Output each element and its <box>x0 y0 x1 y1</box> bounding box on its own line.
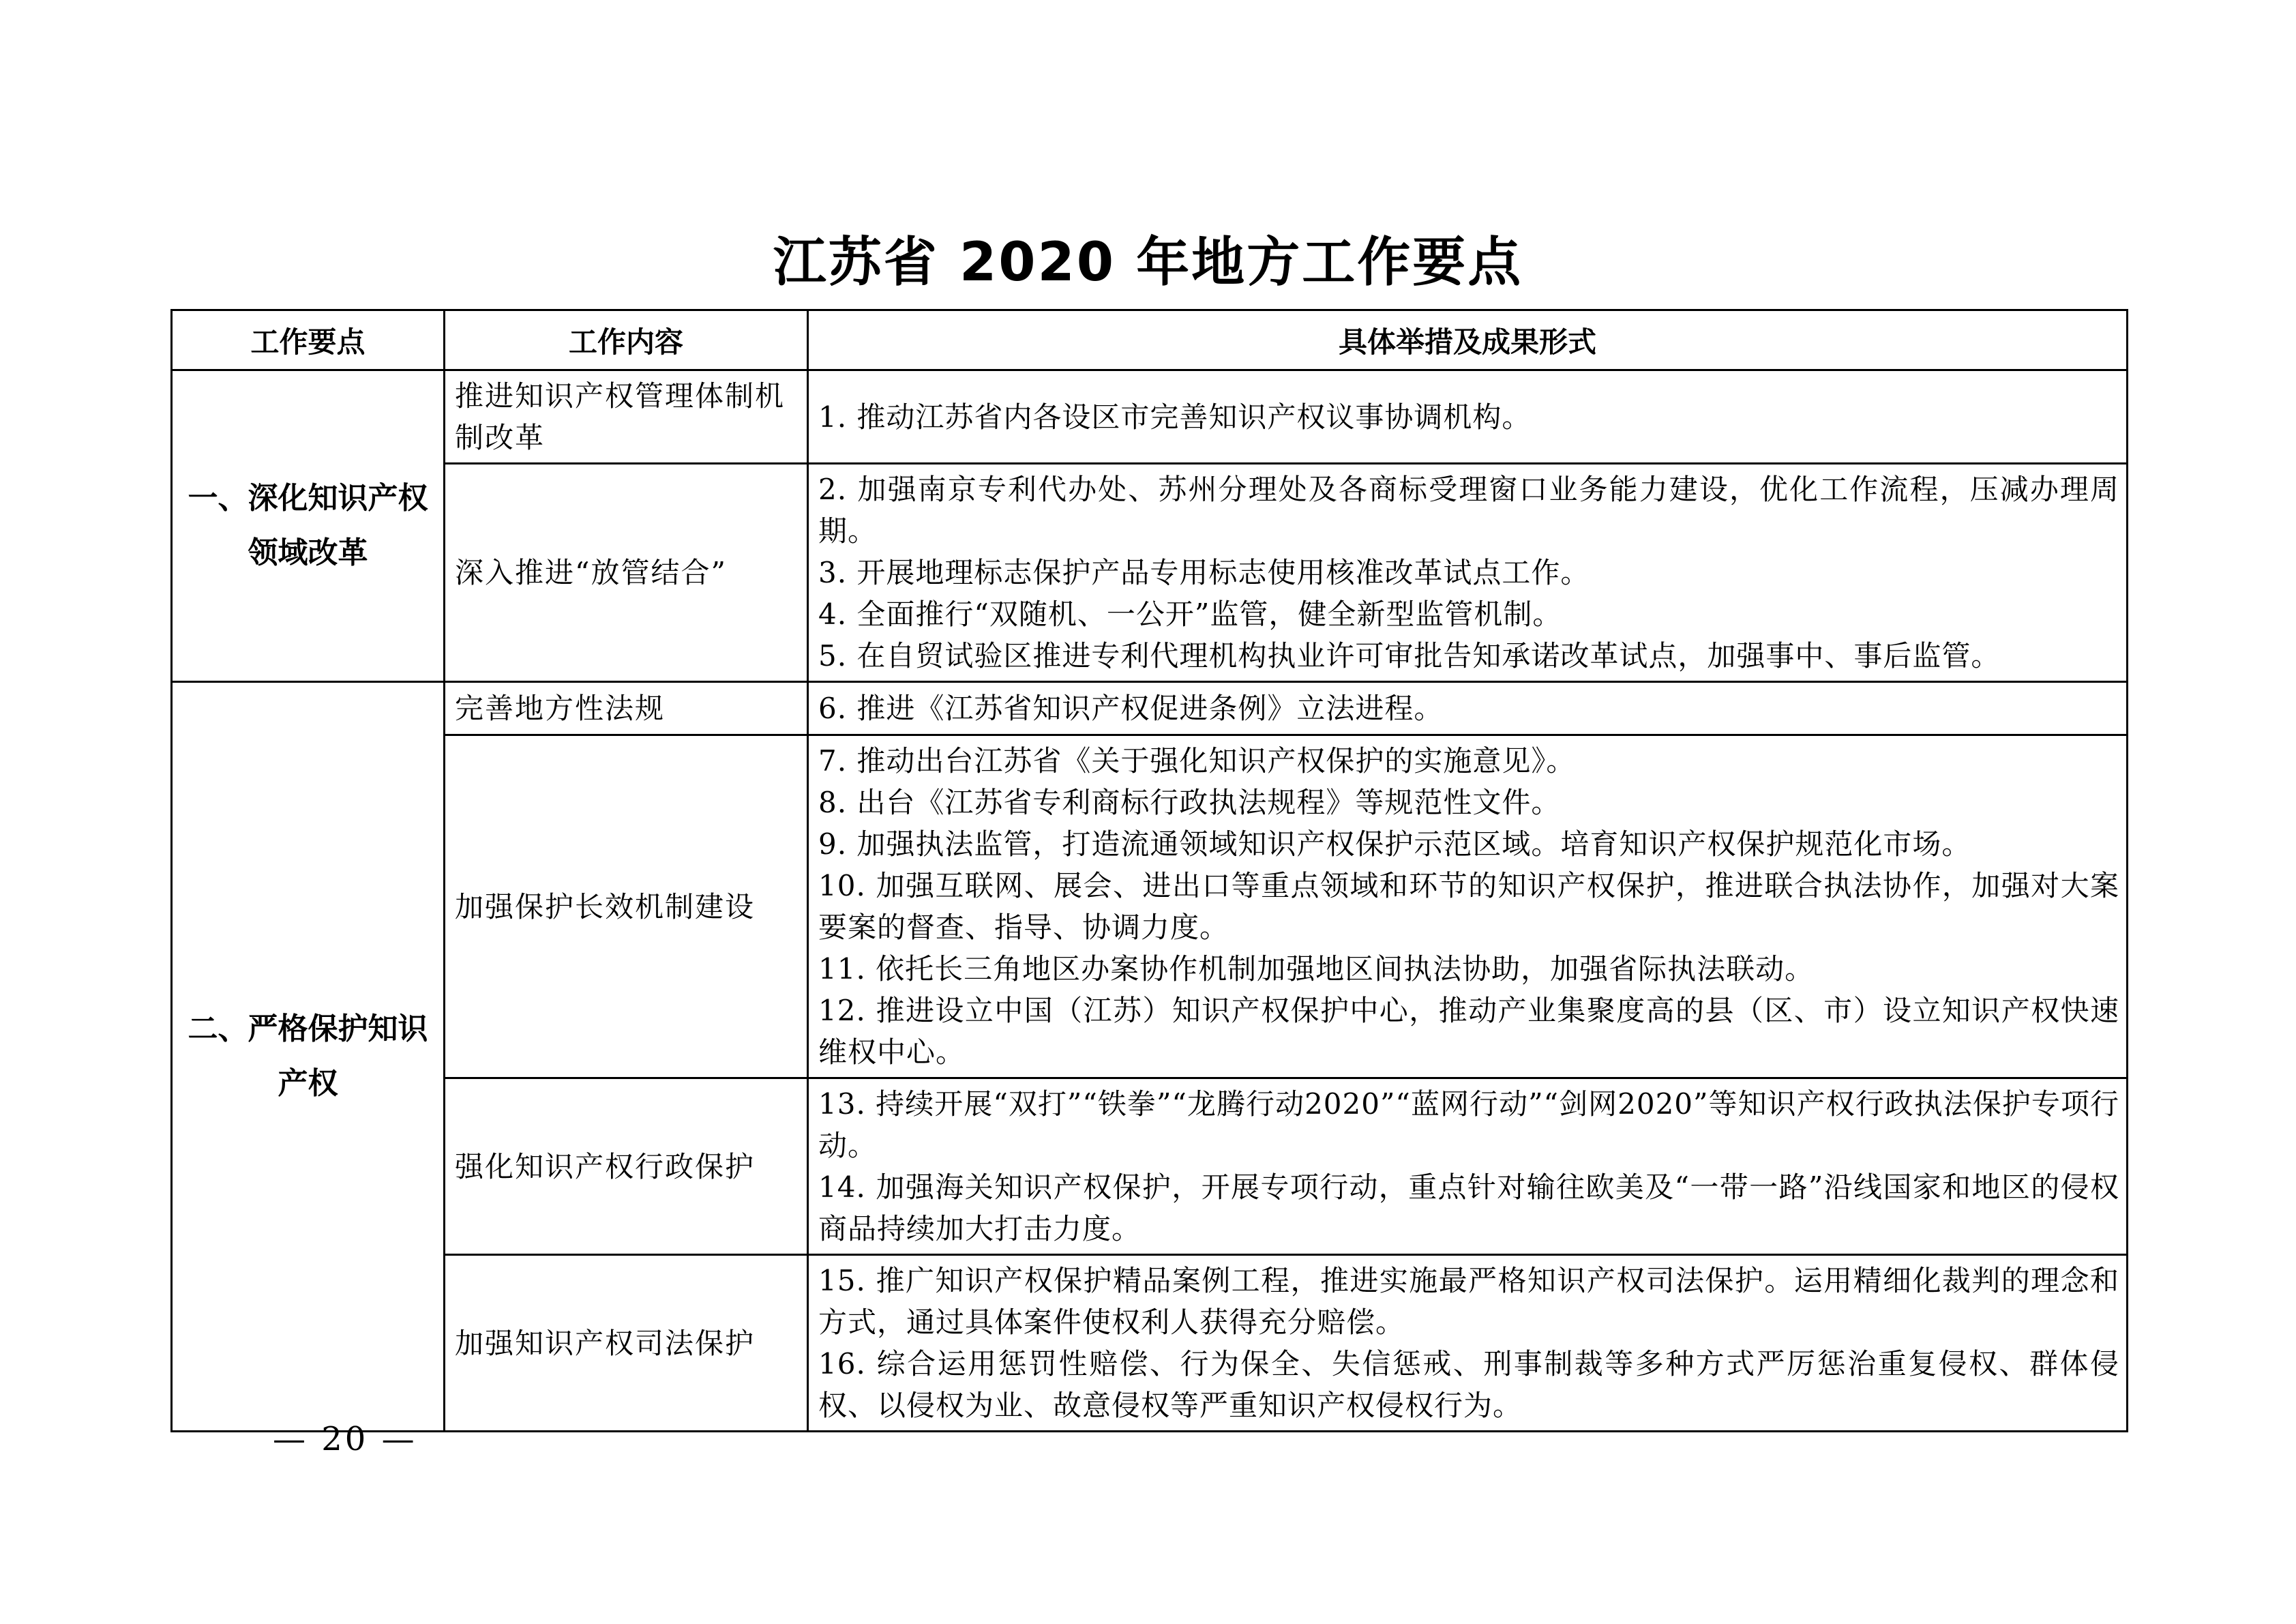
content-cell: 强化知识产权行政保护 <box>445 1078 808 1255</box>
table-row <box>172 735 2128 1078</box>
measure-item: 12. 推进设立中国（江苏）知识产权保护中心，推动产业集聚度高的县（区、市）设立知识产权快速维权中心。 <box>818 994 2119 1069</box>
page-number: — 20 — <box>273 1420 417 1458</box>
measures-cell <box>808 682 2128 735</box>
measure-item: 7. 推动出台江苏省《关于强化知识产权保护的实施意见》。 <box>818 744 1576 778</box>
table-row <box>172 1078 2128 1255</box>
table-row <box>172 464 2128 682</box>
measure-item: 2. 加强南京专利代办处、苏州分理处及各商标受理窗口业务能力建设，优化工作流程，压减办理周期。 <box>818 473 2119 548</box>
measure-item: 15. 推广知识产权保护精品案例工程，推进实施最严格知识产权司法保护。运用精细化裁判的理念和方式，通过具体案件使权利人获得充分赔偿。 <box>818 1264 2119 1339</box>
measure-item: 9. 加强执法监管，打造流通领域知识产权保护示范区域。培育知识产权保护规范化市场。 <box>818 827 1971 861</box>
header-key-point: 工作要点 <box>172 310 445 370</box>
measure-item: 10. 加强互联网、展会、进出口等重点领域和环节的知识产权保护，推进联合执法协作，加强对大案要案的督查、指导、协调力度。 <box>818 869 2119 944</box>
content-cell: 完善地方性法规 <box>445 682 808 735</box>
category-cell: 一、深化知识产权领域改革 <box>172 370 445 682</box>
measure-item: 16. 综合运用惩罚性赔偿、行为保全、失信惩戒、刑事制裁等多种方式严厉惩治重复侵权、群体侵权、以侵权为业、故意侵权等严重知识产权侵权行为。 <box>818 1347 2119 1422</box>
measures-cell <box>808 464 2128 682</box>
measures-cell <box>808 1255 2128 1432</box>
content-cell: 加强保护长效机制建设 <box>445 735 808 1078</box>
content-cell: 推进知识产权管理体制机制改革 <box>445 370 808 464</box>
measure-item: 3. 开展地理标志保护产品专用标志使用核准改革试点工作。 <box>818 556 1590 589</box>
measure-item: 1. 推动江苏省内各设区市完善知识产权议事协调机构。 <box>818 400 1532 434</box>
measure-item: 6. 推进《江苏省知识产权促进条例》立法进程。 <box>818 692 1444 725</box>
table-row <box>172 682 2128 735</box>
category-cell: 二、严格保护知识产权 <box>172 682 445 1432</box>
work-plan-table <box>170 309 2128 1432</box>
measure-item: 13. 持续开展“双打”“铁拳”“龙腾行动2020”“蓝网行动”“剑网2020”等知识产权行政执法保护专项行动。 <box>818 1087 2119 1162</box>
measures-cell <box>808 370 2128 464</box>
measure-item: 4. 全面推行“双随机、一公开”监管，健全新型监管机制。 <box>818 597 1562 631</box>
content-cell: 深入推进“放管结合” <box>445 464 808 682</box>
measures-cell <box>808 735 2128 1078</box>
measures-cell <box>808 1078 2128 1255</box>
page-title: 江苏省 2020 年地方工作要点 <box>773 232 1523 293</box>
measure-item: 14. 加强海关知识产权保护，开展专项行动，重点针对输往欧美及“一带一路”沿线国家和地区的侵权商品持续加大打击力度。 <box>818 1170 2119 1245</box>
table-header-row <box>172 310 2128 370</box>
content-cell: 加强知识产权司法保护 <box>445 1255 808 1432</box>
measure-item: 11. 依托长三角地区办案协作机制加强地区间执法协助，加强省际执法联动。 <box>818 952 1815 986</box>
table-row <box>172 370 2128 464</box>
table-row <box>172 1255 2128 1432</box>
measure-item: 5. 在自贸试验区推进专利代理机构执业许可审批告知承诺改革试点，加强事中、事后监管。 <box>818 639 2001 673</box>
header-measures: 具体举措及成果形式 <box>808 310 2128 370</box>
measure-item: 8. 出台《江苏省专利商标行政执法规程》等规范性文件。 <box>818 786 1561 819</box>
header-work-content: 工作内容 <box>445 310 808 370</box>
